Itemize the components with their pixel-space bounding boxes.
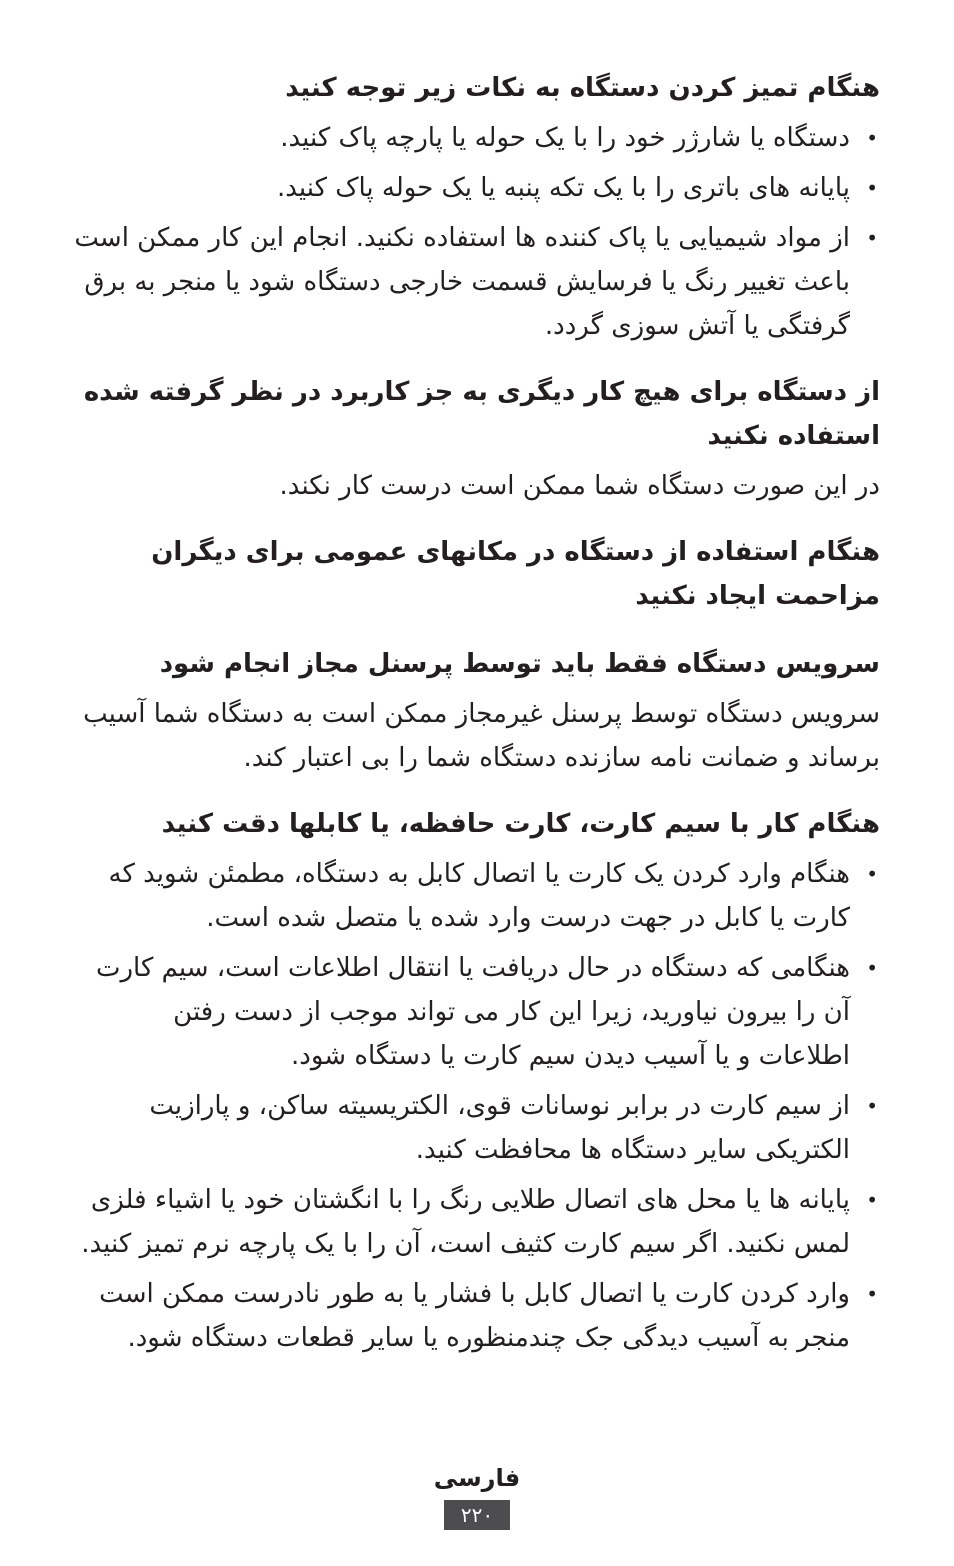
list-item xyxy=(74,1272,880,1360)
list-item-text: هنگامی که دستگاه در حال دریافت یا انتقال اطلاعات است، سیم کارت آن را بیرون نیاورید، زیرا این کار می تواند موجب از دست رفتن اطلاعات و یا آسیب دیدن سیم کارت یا دستگاه شود. xyxy=(95,953,850,1071)
list-item-text: پایانه ها یا محل های اتصال طلایی رنگ را با انگشتان خود یا اشیاء فلزی لمس نکنید. اگر سیم کارت کثیف است، آن را با یک پارچه نرم تمیز کنید. xyxy=(81,1185,850,1259)
bullet-icon: • xyxy=(866,1282,878,1306)
page-content xyxy=(74,66,880,1382)
list-item xyxy=(74,166,880,210)
section-cleaning xyxy=(74,66,880,348)
list-item-text: هنگام وارد کردن یک کارت یا اتصال کابل به دستگاه، مطمئن شوید که کارت یا کابل در جهت درست وارد شده یا متصل شده است. xyxy=(108,859,850,933)
section-heading: هنگام استفاده از دستگاه در مکانهای عمومی برای دیگران مزاحمت ایجاد نکنید xyxy=(151,537,880,611)
list-item-text: از مواد شیمیایی یا پاک کننده ها استفاده نکنید. انجام این کار ممکن است باعث تغییر رنگ یا فرسایش قسمت خارجی دستگاه شود یا منجر به برق گرفتگی یا آتش سوزی گردد. xyxy=(74,223,850,341)
section-public-places xyxy=(74,530,880,618)
section-paragraph: در این صورت دستگاه شما ممکن است درست کار نکند. xyxy=(279,471,880,501)
list-item xyxy=(74,946,880,1078)
section-heading: هنگام کار با سیم کارت، کارت حافظه، یا کابلها دقت کنید xyxy=(161,809,880,839)
bullet-icon: • xyxy=(866,1094,878,1118)
section-heading: هنگام تمیز کردن دستگاه به نکات زیر توجه کنید xyxy=(285,73,880,103)
section-heading: از دستگاه برای هیچ کار دیگری به جز کاربرد در نظر گرفته شده استفاده نکنید xyxy=(83,377,880,451)
list-item-text: پایانه های باتری را با یک تکه پنبه یا یک حوله پاک کنید. xyxy=(276,173,850,203)
list-item xyxy=(74,116,880,160)
list-item xyxy=(74,852,880,940)
bullet-list xyxy=(74,852,880,1360)
section-intended-use xyxy=(74,370,880,508)
footer-language: فارسی xyxy=(433,1464,521,1492)
section-service xyxy=(74,642,880,780)
list-item xyxy=(74,216,880,348)
section-heading: سرویس دستگاه فقط باید توسط پرسنل مجاز انجام شود xyxy=(159,649,880,679)
list-item-text: از سیم کارت در برابر نوسانات قوی، الکتریسیته ساکن، و پارازیت الکتریکی سایر دستگاه ها محافظت کنید. xyxy=(149,1091,850,1165)
list-item-text: دستگاه یا شارژر خود را با یک حوله یا پارچه پاک کنید. xyxy=(280,123,850,153)
bullet-icon: • xyxy=(866,126,878,150)
list-item-text: وارد کردن کارت یا اتصال کابل با فشار یا به طور نادرست ممکن است منجر به آسیب دیدگی جک چندمنظوره یا سایر قطعات دستگاه شود. xyxy=(99,1279,850,1353)
bullet-icon: • xyxy=(866,176,878,200)
bullet-icon: • xyxy=(866,226,878,250)
page-number-badge: ۲۲۰ xyxy=(444,1500,510,1530)
bullet-list xyxy=(74,116,880,348)
list-item xyxy=(74,1178,880,1266)
bullet-icon: • xyxy=(866,1188,878,1212)
section-sim-cards xyxy=(74,802,880,1360)
list-item xyxy=(74,1084,880,1172)
bullet-icon: • xyxy=(866,956,878,980)
bullet-icon: • xyxy=(866,862,878,886)
section-paragraph: سرویس دستگاه توسط پرسنل غیرمجاز ممکن است به دستگاه شما آسیب برساند و ضمانت نامه سازنده دستگاه شما را بی اعتبار کند. xyxy=(83,699,880,773)
page-footer xyxy=(0,1460,954,1530)
